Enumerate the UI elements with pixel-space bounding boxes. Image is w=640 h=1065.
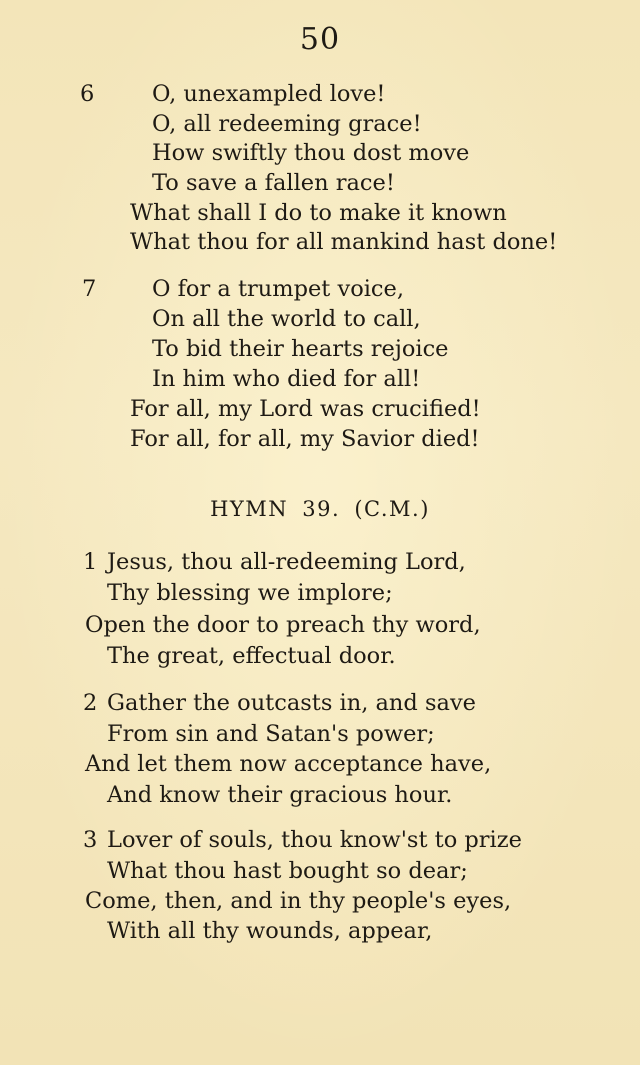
hymn39-verse2-line-3: And let them now acceptance have, xyxy=(85,751,492,777)
verse7-line-3: To bid their hearts rejoice xyxy=(152,336,449,362)
hymn39-verse1-line-2: Thy blessing we implore; xyxy=(107,580,393,606)
verse7-line-5: For all, my Lord was crucified! xyxy=(130,396,481,422)
hymn39-verse2-line-4: And know their gracious hour. xyxy=(107,782,453,808)
verse7-line-4: In him who died for all! xyxy=(152,366,421,392)
hymn39-verse1-line-1: Jesus, thou all-redeeming Lord, xyxy=(107,549,466,575)
verse6-line-4: To save a fallen race! xyxy=(152,170,395,196)
verse6-line-1: O, unexampled love! xyxy=(152,81,386,107)
verse7-line-2: On all the world to call, xyxy=(152,306,421,332)
hymn39-verse-number-3: 3 xyxy=(83,827,98,853)
hymn39-verse2-line-1: Gather the outcasts in, and save xyxy=(107,690,476,716)
hymn39-verse-number-1: 1 xyxy=(83,549,98,575)
verse-number-7: 7 xyxy=(82,276,97,302)
verse6-line-2: O, all redeeming grace! xyxy=(152,111,422,137)
page-number: 50 xyxy=(299,22,341,57)
hymn39-verse3-line-3: Come, then, and in thy people's eyes, xyxy=(85,888,512,914)
hymn39-verse3-line-2: What thou hast bought so dear; xyxy=(107,858,468,884)
verse6-line-6: What thou for all mankind hast done! xyxy=(130,229,558,255)
verse7-line-6: For all, for all, my Savior died! xyxy=(130,426,480,452)
verse6-line-3: How swiftly thou dost move xyxy=(152,140,470,166)
hymn39-verse-number-2: 2 xyxy=(83,690,98,716)
verse-number-6: 6 xyxy=(80,81,95,107)
verse6-line-5: What shall I do to make it known xyxy=(130,200,507,226)
hymn39-verse1-line-3: Open the door to preach thy word, xyxy=(85,612,481,638)
hymn39-verse1-line-4: The great, effectual door. xyxy=(107,643,396,669)
hymn-title: HYMN 39. (C.M.) xyxy=(210,497,430,521)
verse7-line-1: O for a trumpet voice, xyxy=(152,276,405,302)
hymn39-verse2-line-2: From sin and Satan's power; xyxy=(107,721,435,747)
hymn39-verse3-line-1: Lover of souls, thou know'st to prize xyxy=(107,827,522,853)
hymn39-verse3-line-4: With all thy wounds, appear, xyxy=(107,918,433,944)
